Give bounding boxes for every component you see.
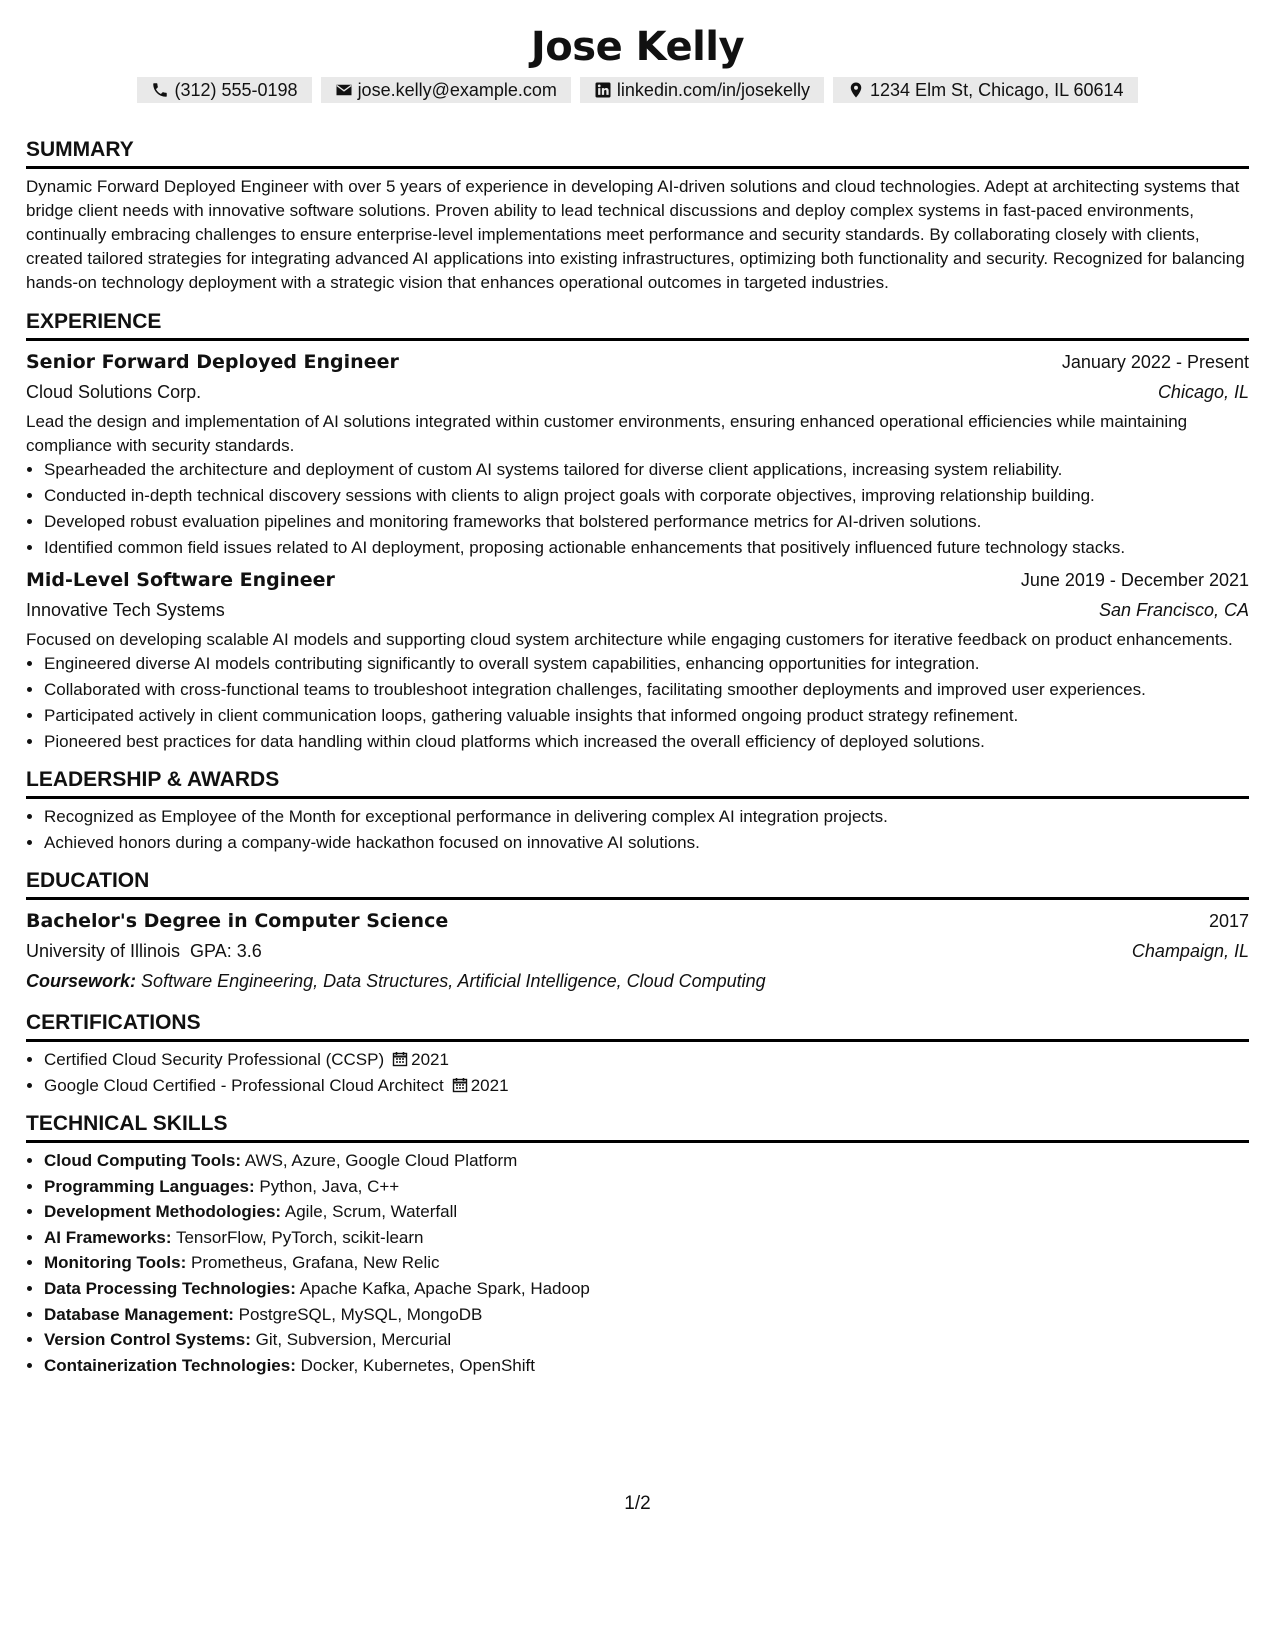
list-item: • Conducted in-depth technical discovery sessions with clients to align project goals with corporate objectives, improving relationship building.: [44, 484, 1249, 507]
skill-value: Apache Kafka, Apache Spark, Hadoop: [299, 1278, 590, 1298]
coursework-label: Coursework:: [26, 971, 137, 991]
list-item: • Collaborated with cross-functional teams to troubleshoot integration challenges, facilitating smoother deployments and improved user experiences.: [44, 678, 1249, 701]
leadership-list: [26, 805, 1249, 854]
address-chip[interactable]: [833, 77, 1138, 103]
summary-heading: SUMMARY: [26, 137, 1249, 169]
list-item: [44, 1303, 1249, 1326]
job-dates: June 2019 - December 2021: [1020, 570, 1249, 590]
envelope-icon: [335, 81, 353, 99]
skill-value: Agile, Scrum, Waterfall: [284, 1202, 458, 1222]
job-entry-1: [26, 347, 1249, 559]
skill-label: Monitoring Tools:: [44, 1253, 187, 1273]
list-item: [44, 1175, 1249, 1198]
skill-label: Data Processing Technologies:: [44, 1278, 296, 1298]
summary-text: Dynamic Forward Deployed Engineer with over 5 years of experience in developing AI-driven solutions and cloud technologies. Adept at architecting systems that bridge client needs with innovative software solutions. Proven ability to lead technical discussions and deploy complex systems in fast-paced environments, continually embracing challenges to ensure enterprise-level implementations meet performance and security standards. By collaborating closely with clients, created tailored strategies for integrating advanced AI applications into existing infrastructures, optimizing both functionality and security. Recognized for balancing hands-on technology deployment with a strategic vision that enhances operational outcomes in targeted industries.: [26, 177, 1245, 292]
job-company: Innovative Tech Systems: [26, 600, 225, 620]
skills-heading: TECHNICAL SKILLS: [26, 1111, 1249, 1143]
list-item: [44, 1200, 1249, 1223]
education-heading: EDUCATION: [26, 868, 1249, 900]
linkedin-chip[interactable]: [580, 77, 824, 103]
job-location: San Francisco, CA: [1098, 600, 1249, 620]
skill-label: Database Management:: [44, 1304, 234, 1324]
coursework-list: Software Engineering, Data Structures, Artificial Intelligence, Cloud Computing: [141, 971, 766, 991]
list-item: • Achieved honors during a company-wide hackathon focused on innovative AI solutions.: [44, 831, 1249, 854]
skill-value: AWS, Azure, Google Cloud Platform: [244, 1151, 518, 1170]
education-entry: [26, 906, 1249, 996]
skill-value: Docker, Kubernetes, OpenShift: [300, 1355, 535, 1375]
skill-label: Programming Languages:: [44, 1176, 255, 1196]
skill-value: Python, Java, C++: [259, 1176, 400, 1196]
list-item: [44, 1074, 1249, 1097]
school-name: University of Illinois: [26, 941, 181, 961]
experience-heading: EXPERIENCE: [26, 309, 1249, 341]
skill-value: Git, Subversion, Mercurial: [255, 1330, 452, 1350]
list-item: [44, 1277, 1249, 1300]
job-dates: January 2022 - Present: [1061, 352, 1249, 372]
email-text: jose.kelly@example.com: [357, 80, 557, 100]
school-location: Champaign, IL: [1131, 941, 1249, 961]
phone-icon: [151, 81, 169, 99]
skill-value: PostgreSQL, MySQL, MongoDB: [238, 1304, 483, 1324]
certification-name: Google Cloud Certified - Professional Cloud Architect: [44, 1076, 444, 1095]
certification-year: 2021: [470, 1076, 509, 1095]
skill-label: Containerization Technologies:: [44, 1355, 296, 1375]
calendar-icon: [452, 1077, 468, 1093]
email-chip[interactable]: [321, 77, 571, 103]
list-item: • Pioneered best practices for data handling within cloud platforms which increased the overall efficiency of deployed solutions.: [44, 730, 1249, 753]
list-item: • Recognized as Employee of the Month for exceptional performance in delivering complex AI integration projects.: [44, 805, 1249, 828]
contact-bar: [26, 77, 1249, 103]
list-item: [44, 1328, 1249, 1351]
graduation-year: 2017: [1208, 911, 1249, 931]
job-title: Senior Forward Deployed Engineer: [26, 351, 399, 373]
address-text: 1234 Elm St, Chicago, IL 60614: [870, 80, 1124, 100]
candidate-name: Jose Kelly: [530, 24, 745, 70]
job-company: Cloud Solutions Corp.: [26, 382, 202, 402]
list-item: [44, 1226, 1249, 1249]
job-description: Focused on developing scalable AI models and supporting cloud system architecture while engaging customers for iterative feedback on product enhancements.: [26, 630, 1233, 649]
coursework: [26, 966, 1249, 996]
resume-page: [26, 22, 1249, 1379]
skill-label: Development Methodologies:: [44, 1202, 282, 1222]
job-description: Lead the design and implementation of AI solutions integrated within customer environments, ensuring enhanced operational efficiencies while maintaining compliance with security standards.: [26, 412, 1188, 455]
skill-label: Cloud Computing Tools:: [44, 1151, 242, 1170]
skill-label: Version Control Systems:: [44, 1330, 251, 1350]
phone-text: (312) 555-0198: [174, 80, 298, 100]
certifications-list: [26, 1048, 1249, 1097]
leadership-heading: LEADERSHIP & AWARDS: [26, 767, 1249, 799]
job-title: Mid-Level Software Engineer: [26, 569, 335, 591]
page-number: 1/2: [624, 1493, 651, 1514]
job-bullets: [26, 458, 1249, 559]
list-item: • Spearheaded the architecture and deployment of custom AI systems tailored for diverse client applications, increasing system reliability.: [44, 458, 1249, 481]
linkedin-text: linkedin.com/in/josekelly: [616, 80, 811, 100]
school-line: [26, 936, 262, 966]
job-entry-2: [26, 565, 1249, 753]
gpa: GPA: 3.6: [190, 941, 262, 961]
phone-chip[interactable]: [137, 77, 311, 103]
skill-label: AI Frameworks:: [44, 1227, 172, 1247]
calendar-icon: [392, 1051, 408, 1067]
list-item: • Developed robust evaluation pipelines and monitoring frameworks that bolstered performance metrics for AI-driven solutions.: [44, 510, 1249, 533]
skill-value: TensorFlow, PyTorch, scikit-learn: [175, 1227, 424, 1247]
certification-year: 2021: [411, 1050, 449, 1069]
degree: Bachelor's Degree in Computer Science: [26, 910, 449, 932]
job-bullets: [26, 652, 1249, 753]
skills-list: [26, 1149, 1249, 1377]
certifications-heading: CERTIFICATIONS: [26, 1010, 1249, 1042]
linkedin-icon: [594, 81, 612, 99]
list-item: [44, 1048, 1249, 1071]
job-location: Chicago, IL: [1157, 382, 1249, 402]
list-item: [44, 1251, 1249, 1274]
list-item: [44, 1354, 1249, 1377]
list-item: • Engineered diverse AI models contributing significantly to overall system capabilities, enhancing opportunities for integration.: [44, 652, 1249, 675]
skill-value: Prometheus, Grafana, New Relic: [191, 1253, 440, 1273]
list-item: • Participated actively in client communication loops, gathering valuable insights that informed ongoing product strategy refinement.: [44, 704, 1249, 727]
map-pin-icon: [847, 81, 865, 99]
certification-name: Certified Cloud Security Professional (CCSP): [44, 1050, 385, 1069]
list-item: • Identified common field issues related to AI deployment, proposing actionable enhancements that positively influenced future technology stacks.: [44, 536, 1249, 559]
list-item: [44, 1149, 1249, 1172]
